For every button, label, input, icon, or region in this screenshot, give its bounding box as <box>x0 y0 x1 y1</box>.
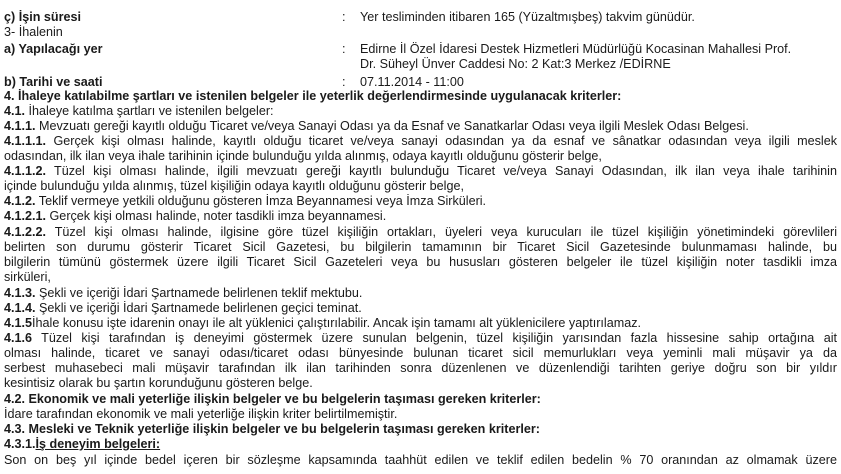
place-value-line2: Dr. Süheyl Ünver Caddesi No: 2 Kat:3 Merkez /EDİRNE <box>360 57 671 71</box>
section-4-1: 4.1. İhaleye katılma şartları ve istenilen belgeler: <box>4 104 274 118</box>
para-4-2: İdare tarafından ekonomik ve mali yeterliğe ilişkin kriter belirtilmemiştir. <box>4 407 398 421</box>
datetime-colon: : <box>342 75 346 89</box>
place-colon: : <box>342 42 346 56</box>
para-4-1-3: 4.1.3. Şekli ve içeriği İdari Şartnamede belirlenen teklif mektubu. <box>4 286 363 300</box>
para-4-1-1-2-line2: içinde bulunduğu yılda alınmış, tüzel kişiliğin odaya kayıtlı olduğunu gösterir belge, <box>4 179 464 193</box>
place-label: a) Yapılacağı yer <box>4 42 103 56</box>
section-4-2-heading: 4.2. Ekonomik ve mali yeterliğe ilişkin belgeler ve bu belgelerin taşıması gereken kriterler: <box>4 392 541 406</box>
place-value-line1: Edirne İl Özel İdaresi Destek Hizmetleri Müdürlüğü Kocasinan Mahallesi Prof. <box>360 42 792 56</box>
section-4-3-1: 4.3.1.İş deneyim belgeleri: <box>4 437 161 451</box>
section-3-title: 3- İhalenin <box>4 25 63 39</box>
datetime-row <box>4 75 837 90</box>
para-4-1-2-2-line4: sirküleri, <box>4 270 51 284</box>
para-4-1-2: 4.1.2. Teklif vermeye yetkili olduğunu gösteren İmza Beyannamesi veya İmza Sirküleri. <box>4 194 487 208</box>
para-4-1-2-2-line2: belirten son durumu gösterir Ticaret Sicil Gazetesi, bu bilgilerin tamamının bir Ticaret Sicil Gazetesinde bulunmaması halinde, bu <box>4 240 837 254</box>
place-row-2 <box>4 57 837 72</box>
para-4-1-6-line2: olması halinde, ticaret ve sanayi odası/ticaret odası bünyesinde bulunan ticaret sicil memurlukları veya yeminli mali müşavir ya da <box>4 346 837 360</box>
para-4-3-1-line1: Son on beş yıl içinde bedel içeren bir sözleşme kapsamında taahhüt edilen ve teklif edilen bedelin % 70 oranından az olmamak üzere <box>4 453 837 467</box>
duration-row <box>4 10 837 25</box>
para-4-1-1-2-line1: 4.1.1.2. Tüzel kişi olması halinde, ilgili mevzuatı gereği kayıtlı bulunduğu Ticaret ve/veya Sanayi Odasından, ilk ilan veya ihale tarihinin <box>4 164 837 178</box>
datetime-label: b) Tarihi ve saati <box>4 75 103 89</box>
section-4-1-1: 4.1.1. Mevzuatı gereği kayıtlı olduğu Ticaret ve/veya Sanayi Odası ya da Esnaf ve Sanatkarlar Odası veya ilgili Meslek Odası Belgesi. <box>4 119 749 133</box>
para-4-1-6-line1: 4.1.6 Tüzel kişi tarafından iş deneyimi göstermek üzere sunulan belgenin, tüzel kişiliğin yarısından fazla hissesine sahip ortağına ait <box>4 331 837 345</box>
para-4-1-6-line3: serbest muhasebeci mali müşavir tarafından ilk ilan tarihinden sonra düzenlenen ve düzenlendiği tarihten geriye doğru son bir yıldır <box>4 361 837 375</box>
duration-value: Yer tesliminden itibaren 165 (Yüzaltmışbeş) takvim günüdür. <box>360 10 695 24</box>
section-4-heading: 4. İhaleye katılabilme şartları ve istenilen belgeler ile yeterlik değerlendirmesinde uygulanacak kriterler: <box>4 89 622 103</box>
para-4-1-1-1-line2: odasından, ilk ilan veya ihale tarihinin içinde bulunduğu yılda alınmış, odaya kayıtlı olduğunu gösterir belge, <box>4 149 602 163</box>
para-4-1-4: 4.1.4. Şekli ve içeriği İdari Şartnamede belirlenen geçici teminat. <box>4 301 362 315</box>
duration-colon: : <box>342 10 346 24</box>
place-row <box>4 42 837 57</box>
para-4-1-1-1-line1: 4.1.1.1. Gerçek kişi olması halinde, kayıtlı olduğu ticaret ve/veya sanayi odasından ya da esnaf ve sânatkar odasından veya ilgili meslek <box>4 134 837 148</box>
para-4-1-2-1: 4.1.2.1. Gerçek kişi olması halinde, noter tasdikli imza beyannamesi. <box>4 209 387 223</box>
para-4-1-5: 4.1.5İhale konusu işte idarenin onayı ile alt yüklenici çalıştırılabilir. Ancak işin tamamı alt yüklenicilere yaptırılamaz. <box>4 316 641 330</box>
section-4-3-heading: 4.3. Mesleki ve Teknik yeterliğe ilişkin belgeler ve bu belgelerin taşıması gereken kriterler: <box>4 422 540 436</box>
datetime-value: 07.11.2014 - 11:00 <box>360 75 464 89</box>
para-4-1-6-line4: kesintisiz olarak bu şartın korunduğunu gösteren belge. <box>4 376 313 390</box>
para-4-1-2-2-line3: bilgilerin tümünü göstermek üzere ilgili Ticaret Sicil Gazeteleri veya bu hususları gösteren belgeler ile tüzel kişiliğin noter tasdikli imza <box>4 255 837 269</box>
duration-label: ç) İşin süresi <box>4 10 81 24</box>
para-4-1-2-2-line1: 4.1.2.2. Tüzel kişi olması halinde, ilgisine göre tüzel kişiliğin ortakları, üyeleri veya kurucuları ile tüzel kişiliğin yönetimindeki görevlileri <box>4 225 837 239</box>
